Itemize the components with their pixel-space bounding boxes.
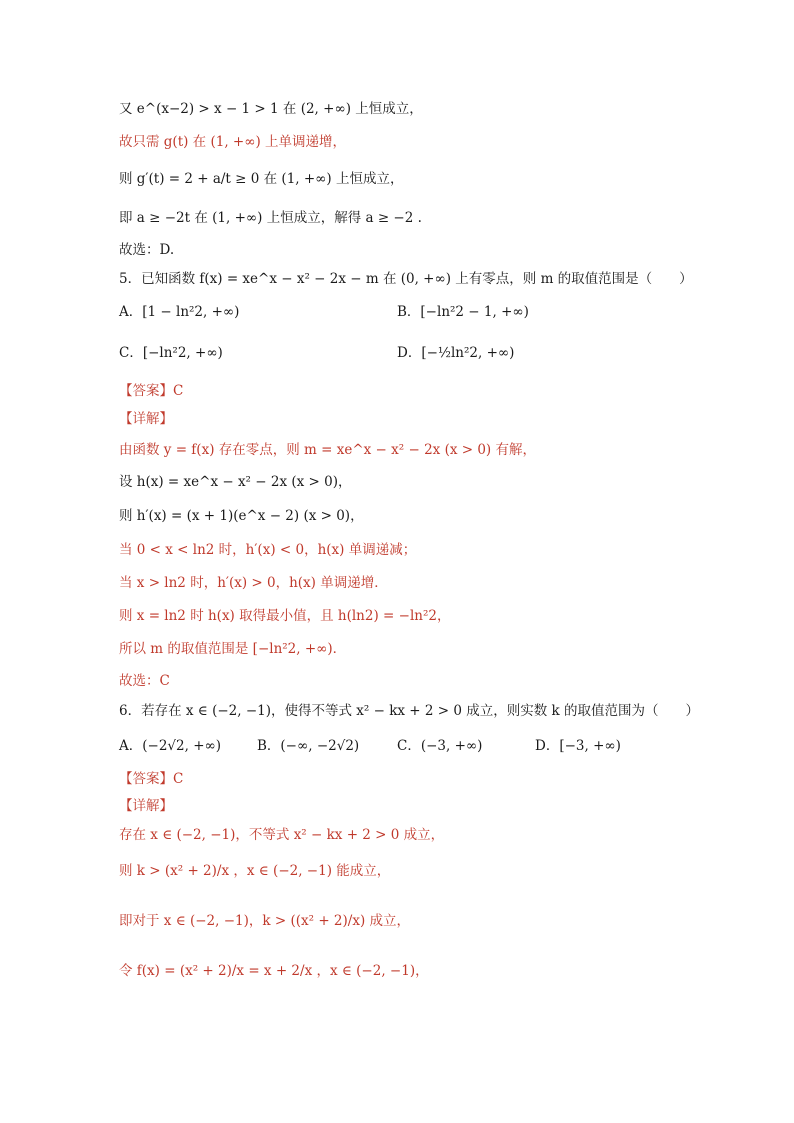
solution-line: 故选：C — [119, 673, 170, 689]
solution-line: 设 h(x) = xe^x − x² − 2x (x > 0)， — [119, 474, 352, 490]
solution-line: 即 a ≥ −2t 在 (1, +∞) 上恒成立，解得 a ≥ −2 . — [119, 210, 422, 226]
question-6-option-b: B．(−∞, −2√2) — [257, 738, 360, 754]
solution-line: 由函数 y = f(x) 存在零点，则 m = xe^x − x² − 2x (x > 0) 有解， — [119, 442, 536, 458]
question-6-option-d: D．[−3, +∞) — [535, 738, 621, 754]
solution-line: 故只需 g(t) 在 (1, +∞) 上单调递增， — [119, 134, 347, 150]
solution-line: 当 x > ln2 时，h′(x) > 0，h(x) 单调递增． — [119, 575, 388, 591]
answer-label: 【答案】C — [119, 771, 184, 787]
detail-label: 【详解】 — [119, 411, 173, 427]
solution-line: 当 0 < x < ln2 时，h′(x) < 0，h(x) 单调递减； — [119, 542, 417, 558]
solution-line: 则 g′(t) = 2 + a/t ≥ 0 在 (1, +∞) 上恒成立， — [119, 171, 404, 187]
answer-label: 【答案】C — [119, 383, 184, 399]
solution-line: 则 x = ln2 时 h(x) 取得最小值，且 h(ln2) = −ln²2， — [119, 608, 451, 624]
solution-line: 存在 x ∈ (−2, −1)，不等式 x² − kx + 2 > 0 成立， — [119, 827, 445, 843]
question-6-option-a: A．(−2√2, +∞) — [119, 738, 222, 754]
question-5-option-b: B．[−ln²2 − 1, +∞) — [397, 304, 529, 320]
solution-line: 则 h′(x) = (x + 1)(e^x − 2) (x > 0)， — [119, 508, 364, 524]
question-5-option-a: A．[1 − ln²2, +∞) — [119, 304, 240, 320]
detail-label: 【详解】 — [119, 798, 173, 814]
question-5-stem: 5．已知函数 f(x) = xe^x − x² − 2x − m 在 (0, +∞) 上有零点，则 m 的取值范围是（ ） — [119, 271, 693, 287]
question-5-option-d: D．[−½ln²2, +∞) — [397, 345, 515, 361]
solution-line: 则 k > (x² + 2)/x ，x ∈ (−2, −1) 能成立， — [119, 863, 391, 879]
solution-line: 所以 m 的取值范围是 [−ln²2, +∞)． — [119, 641, 347, 657]
solution-line: 即对于 x ∈ (−2, −1)，k > ((x² + 2)/x) 成立， — [119, 913, 411, 929]
solution-line: 令 f(x) = (x² + 2)/x = x + 2/x ，x ∈ (−2, −1)， — [119, 963, 429, 979]
question-6-option-c: C．(−3, +∞) — [397, 738, 483, 754]
solution-line: 又 e^(x−2) > x − 1 > 1 在 (2, +∞) 上恒成立， — [119, 101, 423, 117]
question-6-stem: 6．若存在 x ∈ (−2, −1)，使得不等式 x² − kx + 2 > 0 成立，则实数 k 的取值范围为（ ） — [119, 703, 700, 719]
solution-line: 故选：D. — [119, 242, 175, 258]
question-5-option-c: C．[−ln²2, +∞) — [119, 345, 223, 361]
